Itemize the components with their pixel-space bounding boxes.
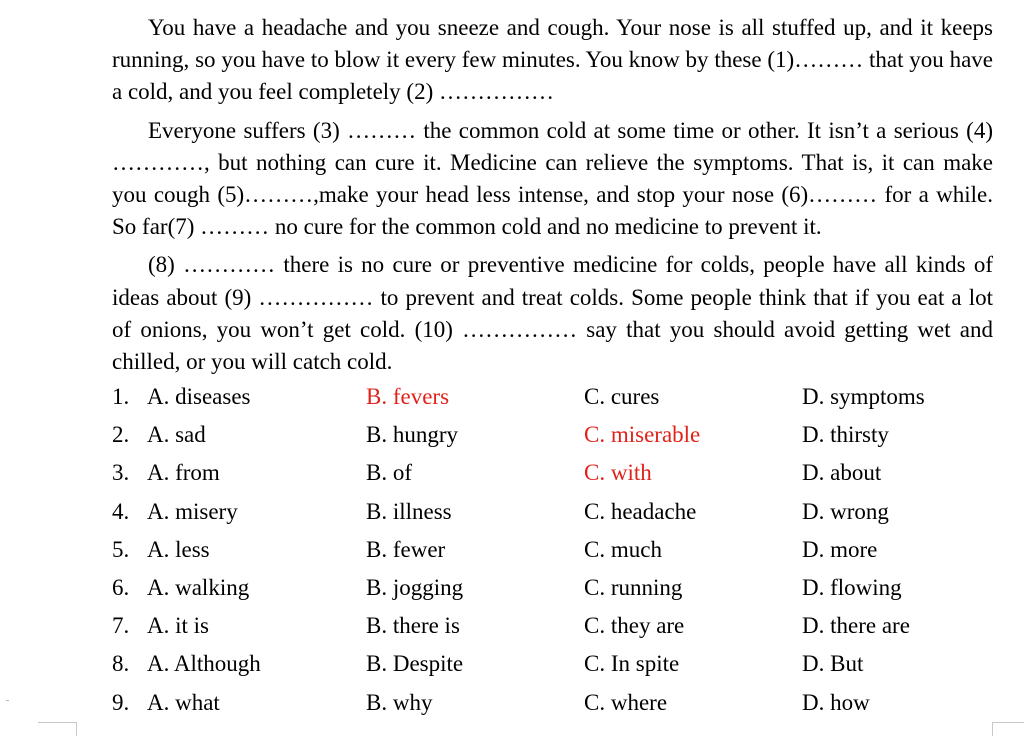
option-b: B. hungry	[366, 422, 458, 448]
question-number: 7.	[112, 613, 130, 639]
reading-passage	[112, 12, 993, 378]
option-b: B. Despite	[366, 651, 464, 677]
option-d: D. thirsty	[802, 422, 889, 448]
option-c: C. where	[584, 689, 668, 715]
question-row-8	[112, 648, 992, 686]
option-a: A. walking	[147, 574, 250, 600]
option-a: A. Although	[147, 651, 261, 677]
option-a: A. less	[147, 536, 210, 562]
option-a: A. misery	[147, 498, 238, 524]
option-b: B. there is	[366, 613, 460, 639]
option-a: A. what	[147, 689, 220, 715]
question-number: 1.	[112, 384, 130, 409]
option-b: B. illness	[366, 498, 452, 524]
option-a: A. it is	[147, 613, 209, 639]
question-row-6	[112, 572, 992, 610]
passage-paragraph-1: You have a headache and you sneeze and cough. Your nose is all stuffed up, and it keeps running, so you have to blow it every few minutes. You know by these (1)……… that you have a cold, and you feel completely (2) ……………	[112, 15, 993, 105]
question-row-3	[112, 457, 992, 495]
question-number: 2.	[112, 422, 130, 448]
option-c: C. much	[584, 536, 662, 562]
option-c-highlighted: C. with	[584, 460, 652, 486]
option-b: B. jogging	[366, 574, 464, 600]
question-row-4	[112, 496, 992, 534]
option-c-highlighted: C. miserable	[584, 422, 701, 448]
question-number: 9.	[112, 689, 130, 715]
question-row-9	[112, 687, 992, 725]
option-b: B. fewer	[366, 536, 446, 562]
passage-paragraph-2: Everyone suffers (3) ……… the common cold at some time or other. It isn’t a serious (4) …………, but nothing can cure it. Medicine can relieve the symptoms. That is, it can make you cough (5)………,make your head less intense, and stop your nose (6)……… for a while. So far(7) ……… no cure for the common cold and no medicine to prevent it.	[112, 117, 993, 240]
option-c: C. headache	[584, 498, 697, 524]
margin-marker	[6, 700, 9, 701]
question-number: 8.	[112, 651, 130, 677]
question-number: 6.	[112, 574, 130, 600]
question-row-7	[112, 610, 992, 648]
answer-options-list	[112, 381, 992, 725]
option-b: B. of	[366, 460, 412, 486]
question-row-2	[112, 419, 992, 457]
option-c: C. In spite	[584, 651, 680, 677]
question-number: 5.	[112, 536, 130, 562]
option-d: D. wrong	[802, 498, 889, 524]
option-c: C. running	[584, 574, 683, 600]
question-row-1	[112, 381, 992, 419]
option-b-highlighted: B. fevers	[366, 384, 450, 409]
option-a: A. from	[147, 460, 220, 486]
option-c: C. they are	[584, 613, 685, 639]
option-d: D. flowing	[802, 574, 902, 600]
option-b: B. why	[366, 689, 433, 715]
question-row-5	[112, 534, 992, 572]
option-a: A. diseases	[147, 384, 251, 409]
option-c: C. cures	[584, 384, 660, 409]
question-number: 4.	[112, 498, 130, 524]
question-number: 3.	[112, 460, 130, 486]
passage-paragraph-3: (8) ………… there is no cure or preventive medicine for colds, people have all kinds of ideas about (9) …………… to prevent and treat colds. Some people think that if you eat a lot of onions, you won’t get cold. (10) …………… say that you should avoid getting wet and chilled, or you will catch cold.	[112, 252, 993, 375]
page-corner-mark-left	[38, 722, 77, 736]
option-d: D. symptoms	[802, 384, 925, 409]
option-d: D. how	[802, 689, 870, 715]
option-d: D. about	[802, 460, 882, 486]
page-corner-mark-right	[992, 722, 1024, 736]
option-a: A. sad	[147, 422, 206, 448]
option-d: D. more	[802, 536, 878, 562]
option-d: D. there are	[802, 613, 910, 639]
option-d: D. But	[802, 651, 864, 677]
